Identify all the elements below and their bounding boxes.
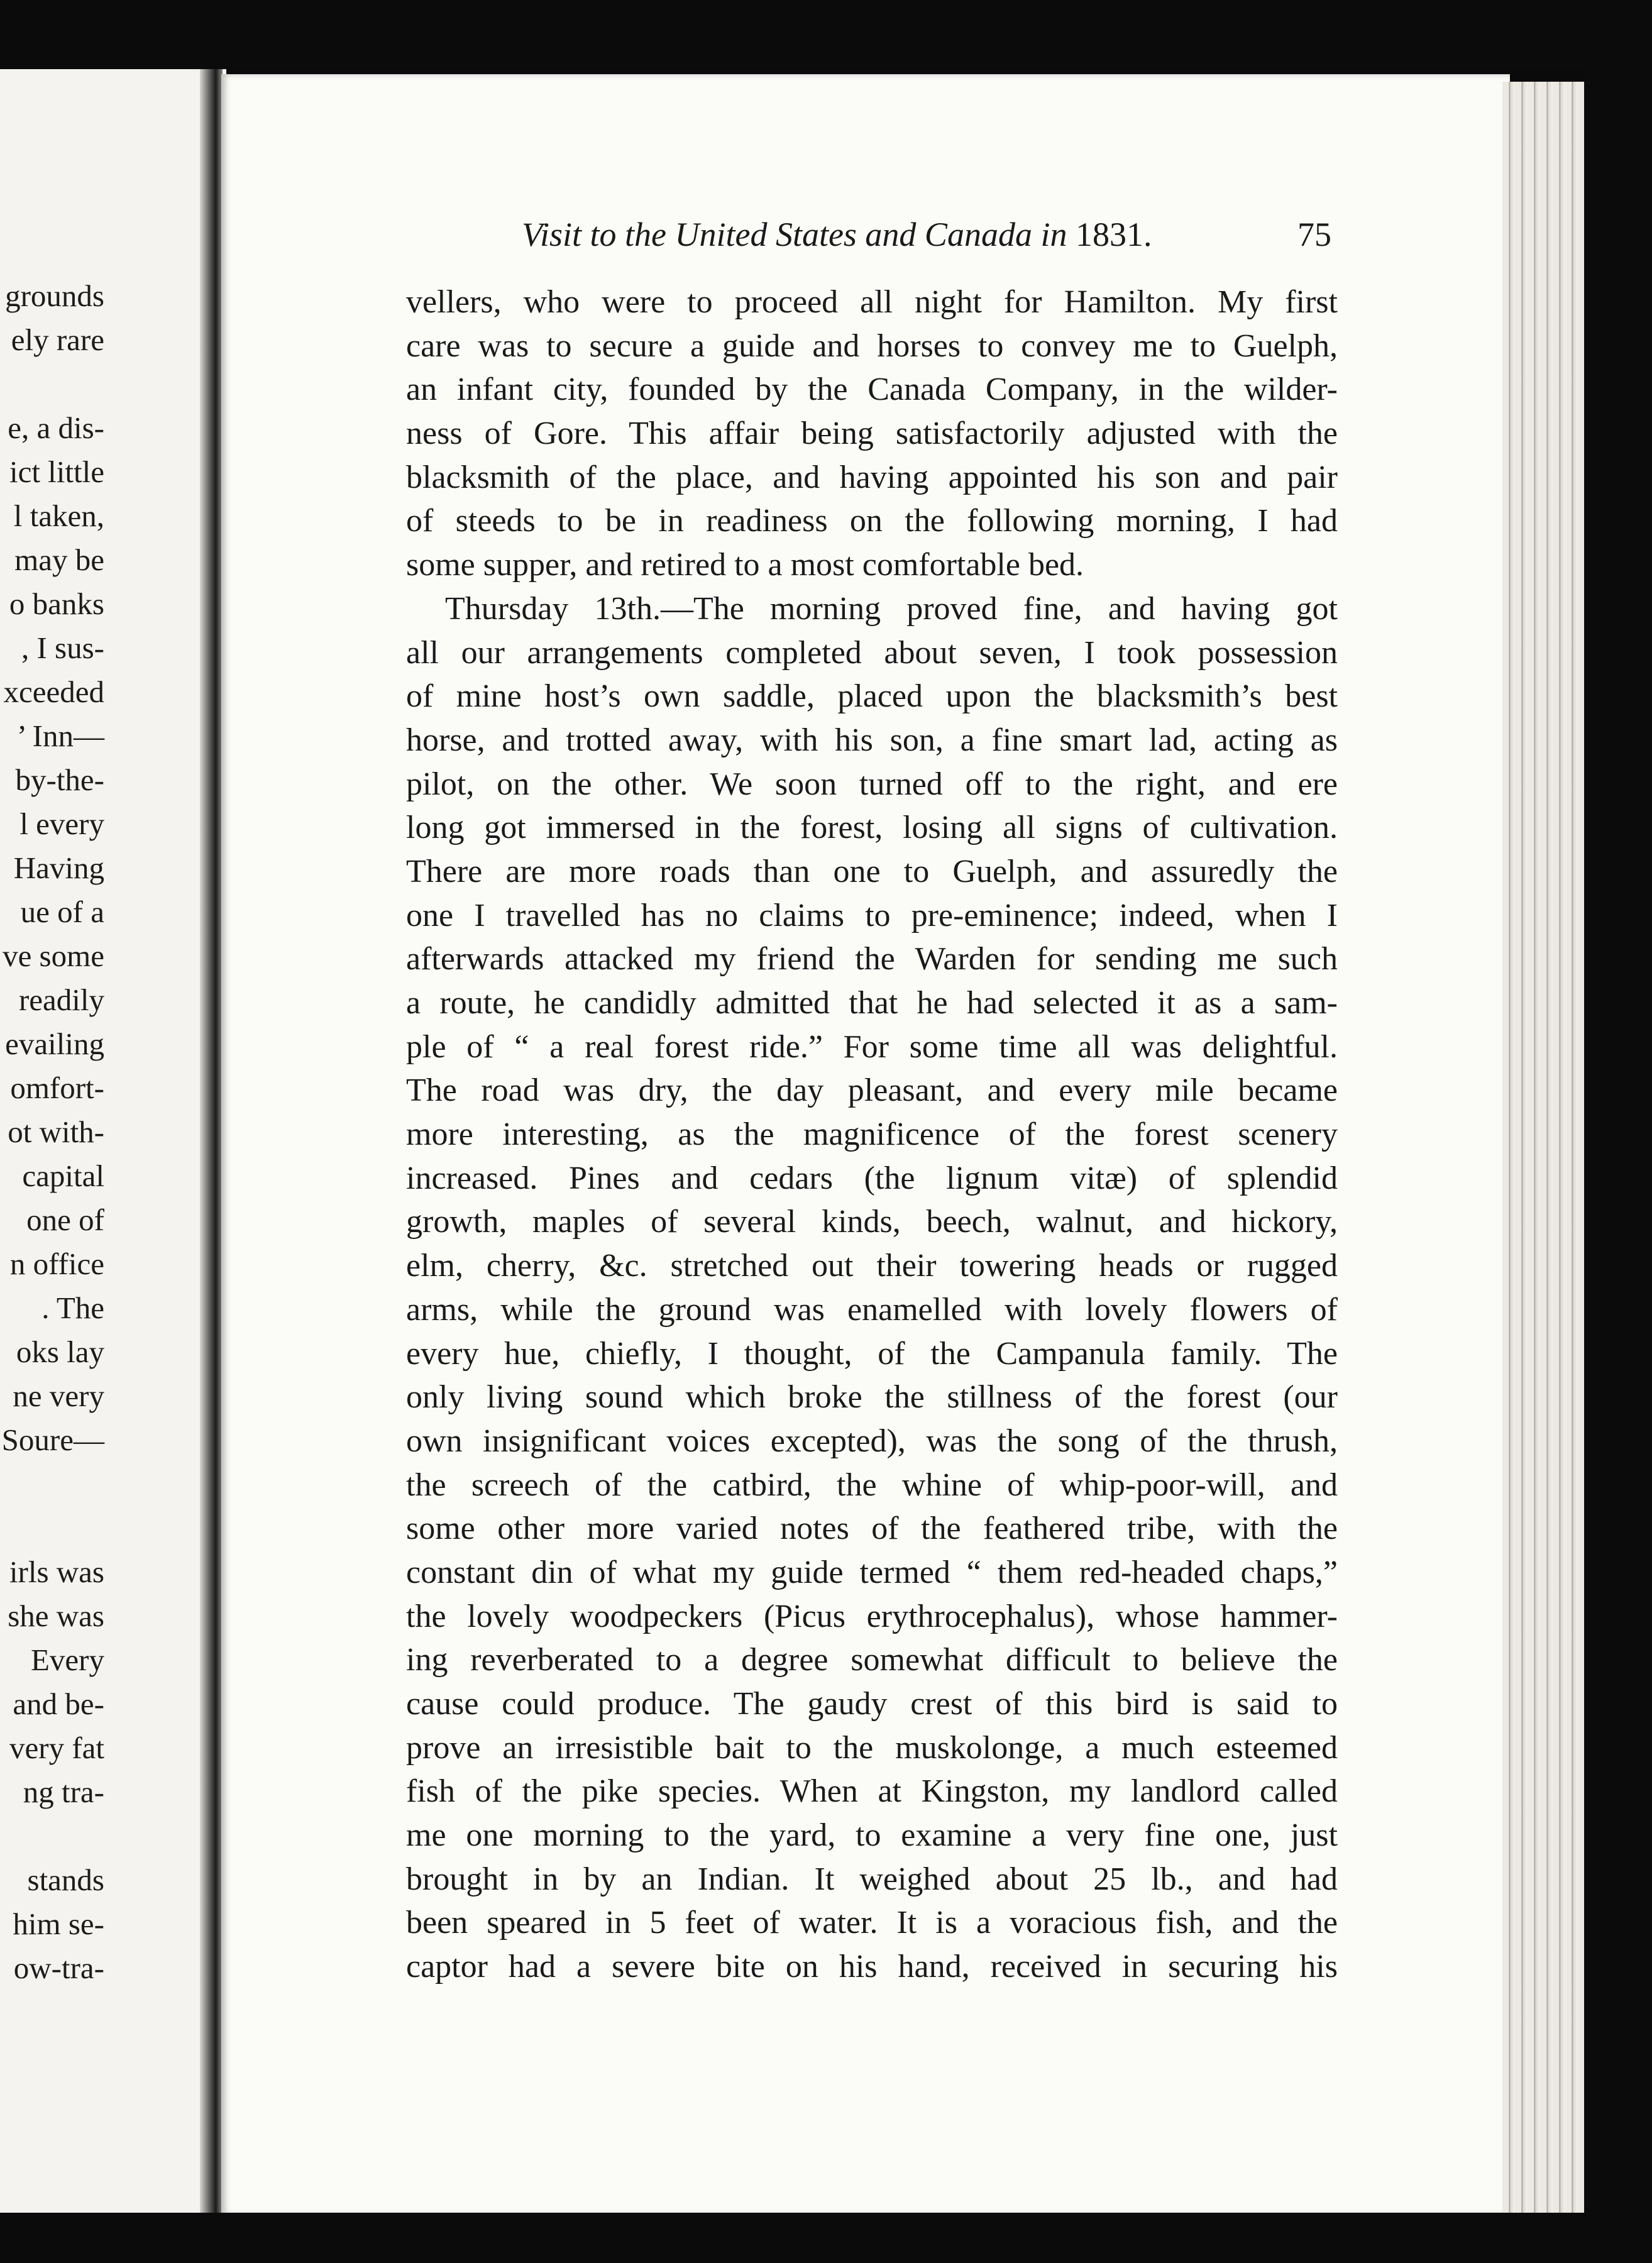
- text-line: only living sound which broke the stillness of the forest (our: [406, 1379, 1338, 1416]
- text-line: all our arrangements completed about seven, I took possession: [406, 634, 1338, 671]
- facing-page-line: ict little: [9, 454, 104, 489]
- facing-page-line: ne very: [13, 1379, 104, 1413]
- text-line: The road was dry, the day pleasant, and every mile became: [406, 1072, 1338, 1109]
- text-line: There are more roads than one to Guelph, and assuredly the: [406, 853, 1338, 889]
- facing-page-line: . The: [41, 1291, 104, 1325]
- text-line: constant din of what my guide termed “ them red-headed chaps,”: [406, 1554, 1338, 1590]
- text-line: long got immersed in the forest, losing all signs of cultivation.: [406, 810, 1338, 846]
- facing-page-line: o banks: [9, 586, 104, 621]
- paragraph-first-line: Thursday 13th.—The morning proved fine, and having got: [445, 590, 1338, 627]
- text-line: fish of the pike species. When at Kingston, my landlord called: [406, 1773, 1338, 1810]
- facing-page-line: ot with-: [8, 1115, 104, 1149]
- facing-page-line: xceeded: [3, 674, 104, 709]
- text-line: ple of “ a real forest ride.” For some time all was delightful.: [406, 1028, 1338, 1065]
- text-line: blacksmith of the place, and having appointed his son and pair: [406, 459, 1338, 495]
- facing-page-line: l every: [19, 807, 104, 841]
- text-line: the lovely woodpeckers (Picus erythrocephalus), whose hammer-: [406, 1598, 1338, 1634]
- facing-page-line: by-the-: [15, 763, 104, 797]
- text-line: captor had a severe bite on his hand, received in securing his: [406, 1949, 1338, 1985]
- text-line: vellers, who were to proceed all night for Hamilton. My first: [406, 284, 1338, 320]
- text-line: prove an irresistible bait to the muskolonge, a much esteemed: [406, 1729, 1338, 1766]
- facing-page-line: e, a dis-: [8, 410, 104, 445]
- facing-page-line: , I sus-: [21, 630, 104, 665]
- facing-page-line: and be-: [13, 1687, 104, 1721]
- facing-page-line: l taken,: [13, 498, 104, 533]
- text-line: more interesting, as the magnificence of the forest scenery: [406, 1116, 1338, 1153]
- text-line: some other more varied notes of the feathered tribe, with the: [406, 1511, 1338, 1547]
- facing-page-line: readily: [18, 983, 104, 1017]
- text-line: growth, maples of several kinds, beech, walnut, and hickory,: [406, 1204, 1338, 1240]
- body-text: [406, 280, 1338, 1989]
- page-edges: [1502, 82, 1584, 2213]
- facing-page-line: ng tra-: [23, 1775, 104, 1809]
- running-head: [522, 215, 1152, 254]
- facing-page-line: stands: [27, 1863, 104, 1897]
- text-line: own insignificant voices excepted), was the song of the thrush,: [406, 1423, 1338, 1459]
- scan-frame-top: [0, 0, 1652, 69]
- facing-page-line: very fat: [9, 1731, 104, 1765]
- text-line: one I travelled has no claims to pre-eminence; indeed, when I: [406, 897, 1338, 933]
- facing-page-line: ow-tra-: [13, 1951, 104, 1985]
- facing-page-line: ue of a: [20, 895, 104, 929]
- facing-page-line: grounds: [5, 278, 104, 313]
- facing-page-line: him se-: [13, 1907, 104, 1941]
- facing-page-fragment: [0, 69, 226, 2213]
- text-line: been speared in 5 feet of water. It is a voracious fish, and the: [406, 1905, 1338, 1941]
- facing-page-line: Having: [13, 851, 104, 885]
- text-line: brought in by an Indian. It weighed about 25 lb., and had: [406, 1861, 1338, 1897]
- scan-frame-bottom: [0, 2213, 1652, 2263]
- text-line: increased. Pines and cedars (the lignum vitæ) of splendid: [406, 1160, 1338, 1196]
- text-line: pilot, on the other. We soon turned off to the right, and ere: [406, 766, 1338, 802]
- text-line: afterwards attacked my friend the Warden for sending me such: [406, 941, 1338, 977]
- text-line: elm, cherry, &c. stretched out their towering heads or rugged: [406, 1248, 1338, 1284]
- text-line: of mine host’s own saddle, placed upon the blacksmith’s best: [406, 678, 1338, 715]
- book-gutter: [200, 69, 223, 2213]
- page-number: 75: [1297, 216, 1331, 253]
- text-line: care was to secure a guide and horses to convey me to Guelph,: [406, 328, 1338, 364]
- running-head-year: 1831.: [1075, 216, 1152, 253]
- text-line: an infant city, founded by the Canada Company, in the wilder-: [406, 372, 1338, 408]
- facing-page-line: evailing: [5, 1027, 104, 1061]
- text-line: me one morning to the yard, to examine a very fine one, just: [406, 1817, 1338, 1854]
- facing-page-line: capital: [22, 1159, 104, 1193]
- facing-page-line: Every: [31, 1643, 104, 1677]
- scan-frame-right: [1584, 0, 1652, 2263]
- facing-page-line: Soure—: [1, 1423, 104, 1457]
- text-line: arms, while the ground was enamelled with lovely flowers of: [406, 1291, 1338, 1328]
- facing-page-line: may be: [14, 542, 104, 577]
- facing-page-line: ’ Inn—: [16, 719, 104, 753]
- facing-page-line: ely rare: [11, 322, 104, 357]
- running-head-title: Visit to the United States and Canada in: [522, 216, 1076, 253]
- facing-page-line: oks lay: [16, 1335, 104, 1369]
- facing-page-line: she was: [8, 1599, 104, 1633]
- facing-page-line: irls was: [9, 1555, 104, 1589]
- facing-page-line: ve some: [3, 939, 104, 973]
- text-line: some supper, and retired to a most comfortable bed.: [406, 547, 1084, 583]
- text-line: ing reverberated to a degree somewhat difficult to believe the: [406, 1642, 1338, 1678]
- text-line: of steeds to be in readiness on the following morning, I had: [406, 503, 1338, 539]
- text-line: every hue, chiefly, I thought, of the Campanula family. The: [406, 1335, 1338, 1372]
- text-line: ness of Gore. This affair being satisfactorily adjusted with the: [406, 416, 1338, 452]
- text-line: a route, he candidly admitted that he had selected it as a sam-: [406, 985, 1338, 1021]
- text-line: horse, and trotted away, with his son, a fine smart lad, acting as: [406, 722, 1338, 758]
- facing-page-line: omfort-: [10, 1071, 104, 1105]
- text-line: the screech of the catbird, the whine of whip-poor-will, and: [406, 1467, 1338, 1503]
- facing-page-line: one of: [26, 1203, 104, 1237]
- facing-page-line: n office: [9, 1247, 104, 1281]
- text-line: cause could produce. The gaudy crest of this bird is said to: [406, 1686, 1338, 1722]
